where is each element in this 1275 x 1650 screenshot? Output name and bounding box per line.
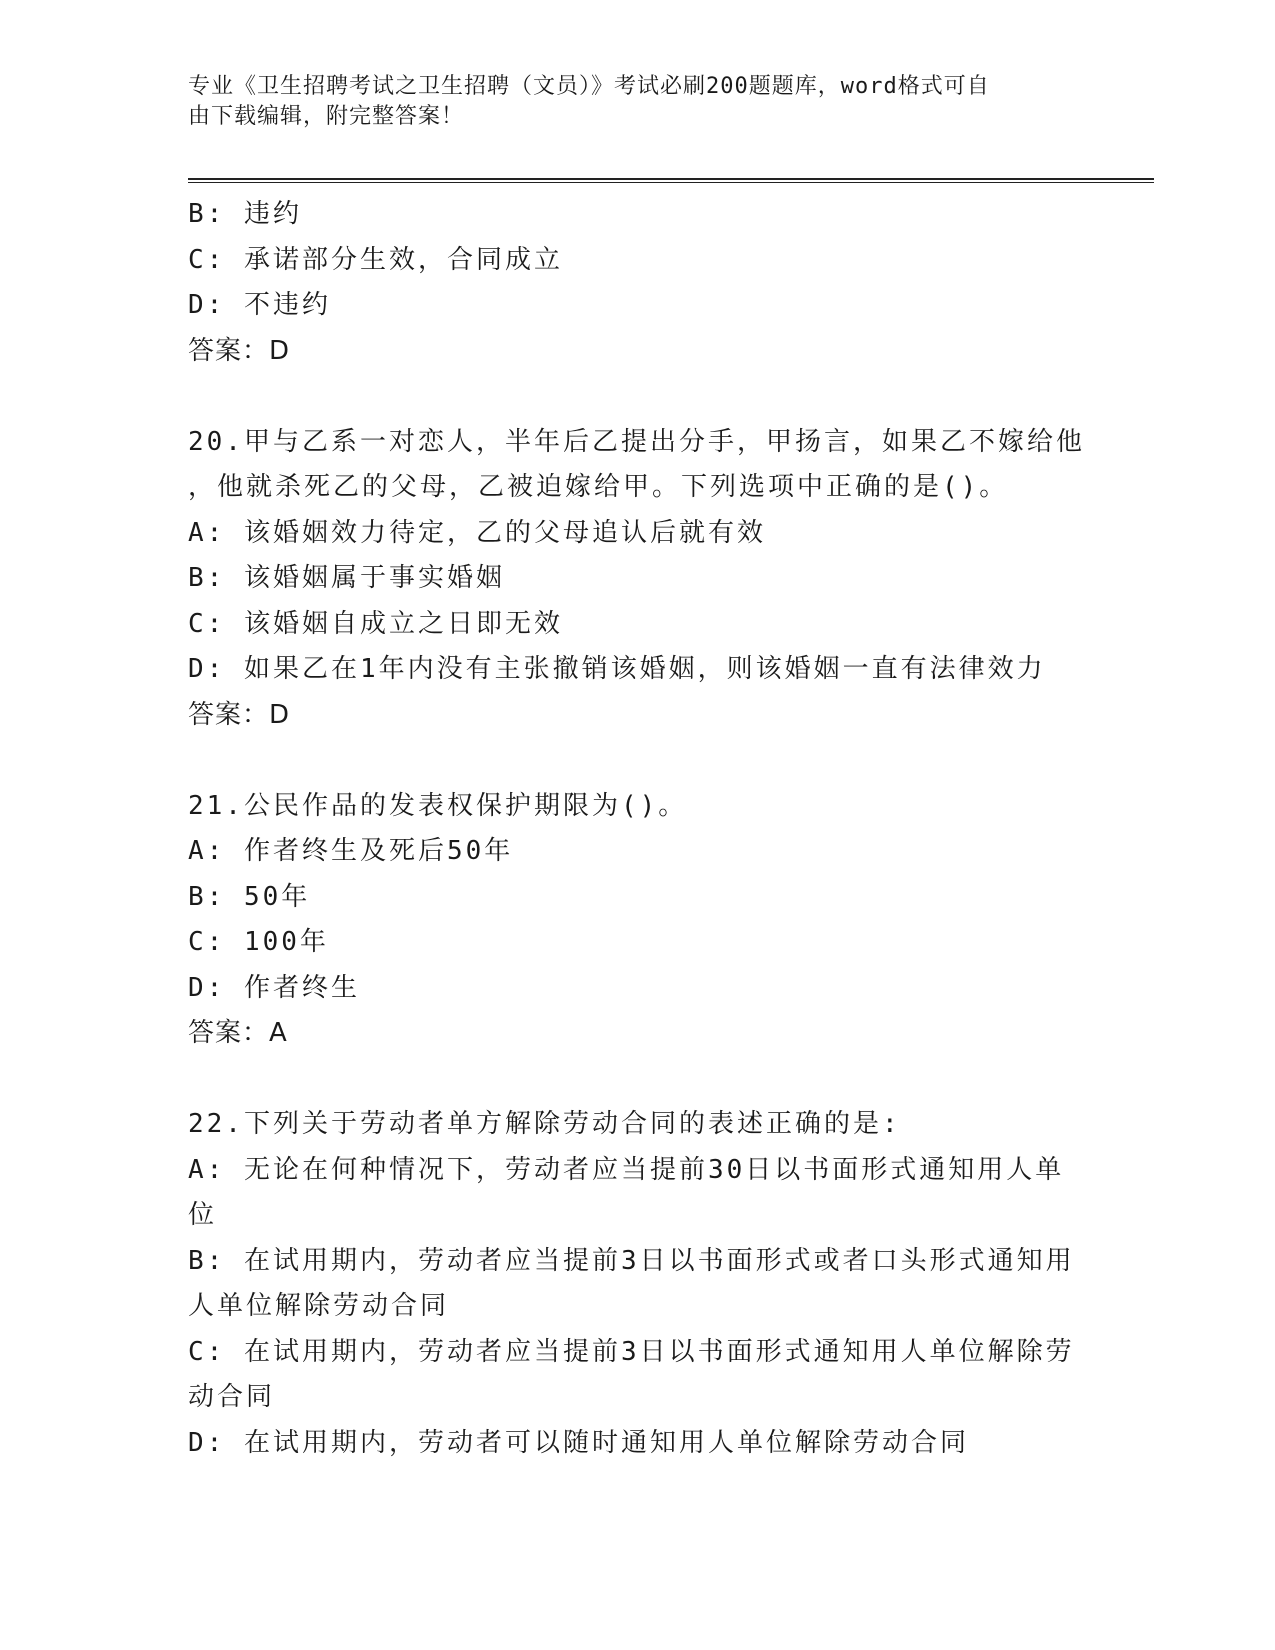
question-20 — [188, 420, 1088, 739]
q22-option-b-line-2: 人单位解除劳动合同 — [188, 1291, 450, 1321]
q22-option-b-line-1: B: 在试用期内，劳动者应当提前3日以书面形式或者口头形式通知用 — [188, 1245, 1075, 1276]
q20-option-a: A: 该婚姻效力待定，乙的父母追认后就有效 — [188, 517, 766, 548]
header-line-2: 由下载编辑，附完整答案！ — [188, 104, 465, 129]
q22-option-c-line-1: C: 在试用期内，劳动者应当提前3日以书面形式通知用人单位解除劳 — [188, 1336, 1075, 1367]
q19-answer: 答案：D — [188, 335, 291, 366]
spacer — [188, 374, 1088, 420]
q22-option-a-line-1: A: 无论在何种情况下，劳动者应当提前30日以书面形式通知用人单 — [188, 1154, 1065, 1185]
q21-option-c: C: 100年 — [188, 927, 329, 957]
question-22 — [188, 1102, 1088, 1466]
q20-option-c: C: 该婚姻自成立之日即无效 — [188, 608, 563, 639]
question-content — [188, 192, 1088, 1466]
question-21 — [188, 784, 1088, 1057]
q21-option-b: B: 50年 — [188, 881, 311, 912]
q22-option-a-line-2: 位 — [188, 1200, 218, 1230]
q22-option-d: D: 在试用期内，劳动者可以随时通知用人单位解除劳动合同 — [188, 1427, 969, 1458]
q20-option-d: D: 如果乙在1年内没有主张撤销该婚姻，则该婚姻一直有法律效力 — [188, 654, 1046, 684]
q21-stem: 21.公民作品的发表权保护期限为()。 — [188, 790, 688, 821]
q21-option-a: A: 作者终生及死后50年 — [188, 836, 514, 866]
q19-option-c: C: 承诺部分生效，合同成立 — [188, 244, 563, 275]
spacer — [188, 738, 1088, 784]
q19-option-b: B: 违约 — [188, 199, 302, 229]
q20-stem-line-2: ，他就杀死乙的父母，乙被迫嫁给甲。下列选项中正确的是()。 — [188, 472, 1009, 502]
q22-option-c-line-2: 动合同 — [188, 1382, 276, 1412]
q21-option-d: D: 作者终生 — [188, 972, 360, 1003]
spacer — [188, 1057, 1088, 1103]
q20-answer: 答案：D — [188, 699, 291, 730]
question-19-fragment — [188, 192, 1088, 374]
q20-option-b: B: 该婚姻属于事实婚姻 — [188, 563, 505, 593]
header-divider — [188, 178, 1154, 183]
q21-answer: 答案：A — [188, 1018, 288, 1048]
q22-stem: 22.下列关于劳动者单方解除劳动合同的表述正确的是: — [188, 1109, 901, 1139]
q19-option-d: D: 不违约 — [188, 290, 331, 320]
header-line-1: 专业《卫生招聘考试之卫生招聘（文员）》考试必刷200题题库，word格式可自 — [188, 74, 990, 99]
q20-stem-line-1: 20.甲与乙系一对恋人，半年后乙提出分手，甲扬言，如果乙不嫁给他 — [188, 426, 1085, 457]
page-header — [188, 72, 1068, 132]
